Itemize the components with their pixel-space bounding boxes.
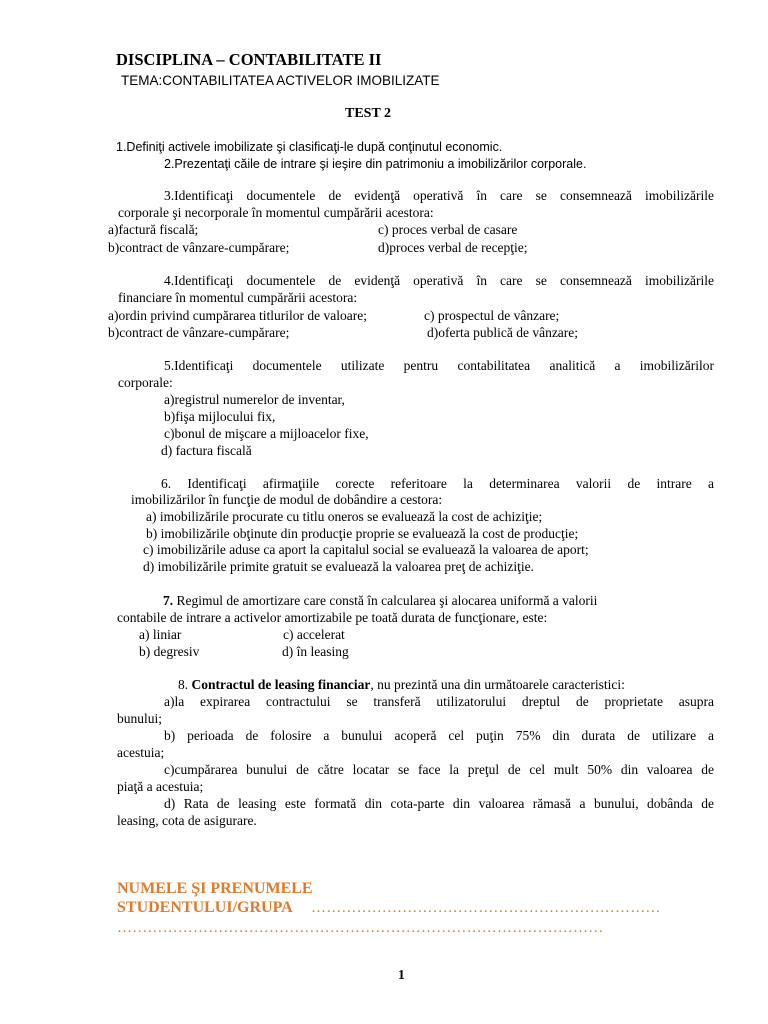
question-6-line1: 6. Identificaţi afirmaţiile corecte referitoare la determinarea valorii de intrare a <box>161 476 714 491</box>
question-2: 2.Prezentaţi căile de intrare şi ieşire din patrimoniu a imobilizărilor corporale. <box>164 157 587 171</box>
question-4-option-b: b)contract de vânzare-cumpărare; <box>108 325 290 340</box>
question-8-option-b-line2: acestuia; <box>117 745 165 760</box>
question-5-option-b: b)fişa mijlocului fix, <box>164 409 276 424</box>
question-4-line1: 4.Identificaţi documentele de evidenţă operativă în care se consemnează imobilizările <box>164 273 714 288</box>
student-group-label: STUDENTULUI/GRUPA <box>117 899 293 916</box>
question-3-line1: 3.Identificaţi documentele de evidenţă operativă în care se consemnează imobilizările <box>164 188 714 203</box>
question-7-option-c: c) accelerat <box>283 627 345 642</box>
question-8-text: , nu prezintă una din următoarele caracteristici: <box>370 677 625 692</box>
question-4-option-c: c) prospectul de vânzare; <box>424 308 560 323</box>
question-3-option-b: b)contract de vânzare-cumpărare; <box>108 240 290 255</box>
question-6-option-b: b) imobilizările obţinute din producţie proprie se evaluează la cost de producţie; <box>146 526 579 541</box>
question-5-option-c: c)bonul de mişcare a mijloacelor fixe, <box>164 426 369 441</box>
question-8-line1 <box>178 676 625 693</box>
question-8-option-b-line1: b) perioada de folosire a bunului acoperă cel puţin 75% din durata de utilizare a <box>164 728 714 743</box>
question-5-option-d: d) factura fiscală <box>161 443 252 458</box>
question-6-option-a: a) imobilizările procurate cu titlu oneros se evaluează la cost de achiziţie; <box>146 509 543 524</box>
question-7-option-a: a) liniar <box>139 627 182 642</box>
student-name-fill-line[interactable]: …………………………………………………………… <box>311 900 661 916</box>
question-5-line2: corporale: <box>118 375 173 390</box>
question-8-option-a-line1: a)la expirarea contractului se transferă utilizatorului dreptul de proprietate asupra <box>164 694 714 709</box>
question-1: 1.Definiţi activele imobilizate şi clasificaţi-le după conţinutul economic. <box>116 140 503 154</box>
question-8-option-c-line2: piaţă a acestuia; <box>117 779 204 794</box>
question-5-option-a: a)registrul numerelor de inventar, <box>164 392 345 407</box>
page-number: 1 <box>398 967 405 982</box>
question-8-option-d-line2: leasing, cota de asigurare. <box>117 813 257 828</box>
question-8-option-c-line1: c)cumpărarea bunului de către locatar se face la preţul de cel mult 50% din valoarea de <box>164 762 714 777</box>
question-6-line2: imobilizărilor în funcţie de modul de dobândire a cestora: <box>131 492 443 507</box>
question-3-option-a: a)factură fiscală; <box>108 222 199 237</box>
question-7-option-b: b) degresiv <box>139 644 200 659</box>
question-7-line2: contabile de intrare a activelor amortizabile pe toată durata de funcţionare, este: <box>117 610 548 625</box>
question-8-option-a-line2: bunului; <box>117 711 163 726</box>
question-3-option-c: c) proces verbal de casare <box>378 222 518 237</box>
question-6-option-d: d) imobilizările primite gratuit se evaluează la valoarea preţ de achiziţie. <box>143 559 534 574</box>
question-3-line2: corporale şi necorporale în momentul cumpărării acestora: <box>118 205 434 220</box>
test-heading: TEST 2 <box>345 106 392 121</box>
question-6-option-c: c) imobilizările aduse ca aport la capitalul social se evaluează la valoarea de aport; <box>143 542 589 557</box>
student-name-label: NUMELE ŞI PRENUMELE <box>117 880 313 897</box>
question-8-option-d-line1: d) Rata de leasing este formată din cota-parte din valoarea rămasă a bunului, dobânda de <box>164 796 714 811</box>
question-4-option-d: d)oferta publică de vânzare; <box>427 325 579 340</box>
question-7-line1 <box>163 592 597 609</box>
question-3-option-d: d)proces verbal de recepţie; <box>378 240 528 255</box>
question-8-bold-term: Contractul de leasing financiar <box>191 677 371 692</box>
question-4-option-a: a)ordin privind cumpărarea titlurilor de valoare; <box>108 308 368 323</box>
discipline-title: DISCIPLINA – CONTABILITATE II <box>116 50 382 69</box>
question-8-number: 8. <box>178 677 192 692</box>
student-group-fill-line[interactable]: …………………………………………………………………………………… <box>117 920 604 936</box>
question-4-line2: financiare în momentul cumpărării acestora: <box>118 290 358 305</box>
question-5-line1: 5.Identificaţi documentele utilizate pentru contabilitatea analitică a imobilizărilor <box>164 358 714 373</box>
topic-line: TEMA:CONTABILITATEA ACTIVELOR IMOBILIZATE <box>121 73 440 88</box>
question-7-option-d: d) în leasing <box>282 644 349 659</box>
question-7-number: 7. <box>163 593 174 608</box>
question-7-text: Regimul de amortizare care constă în calcularea şi alocarea uniformă a valorii <box>173 593 598 608</box>
